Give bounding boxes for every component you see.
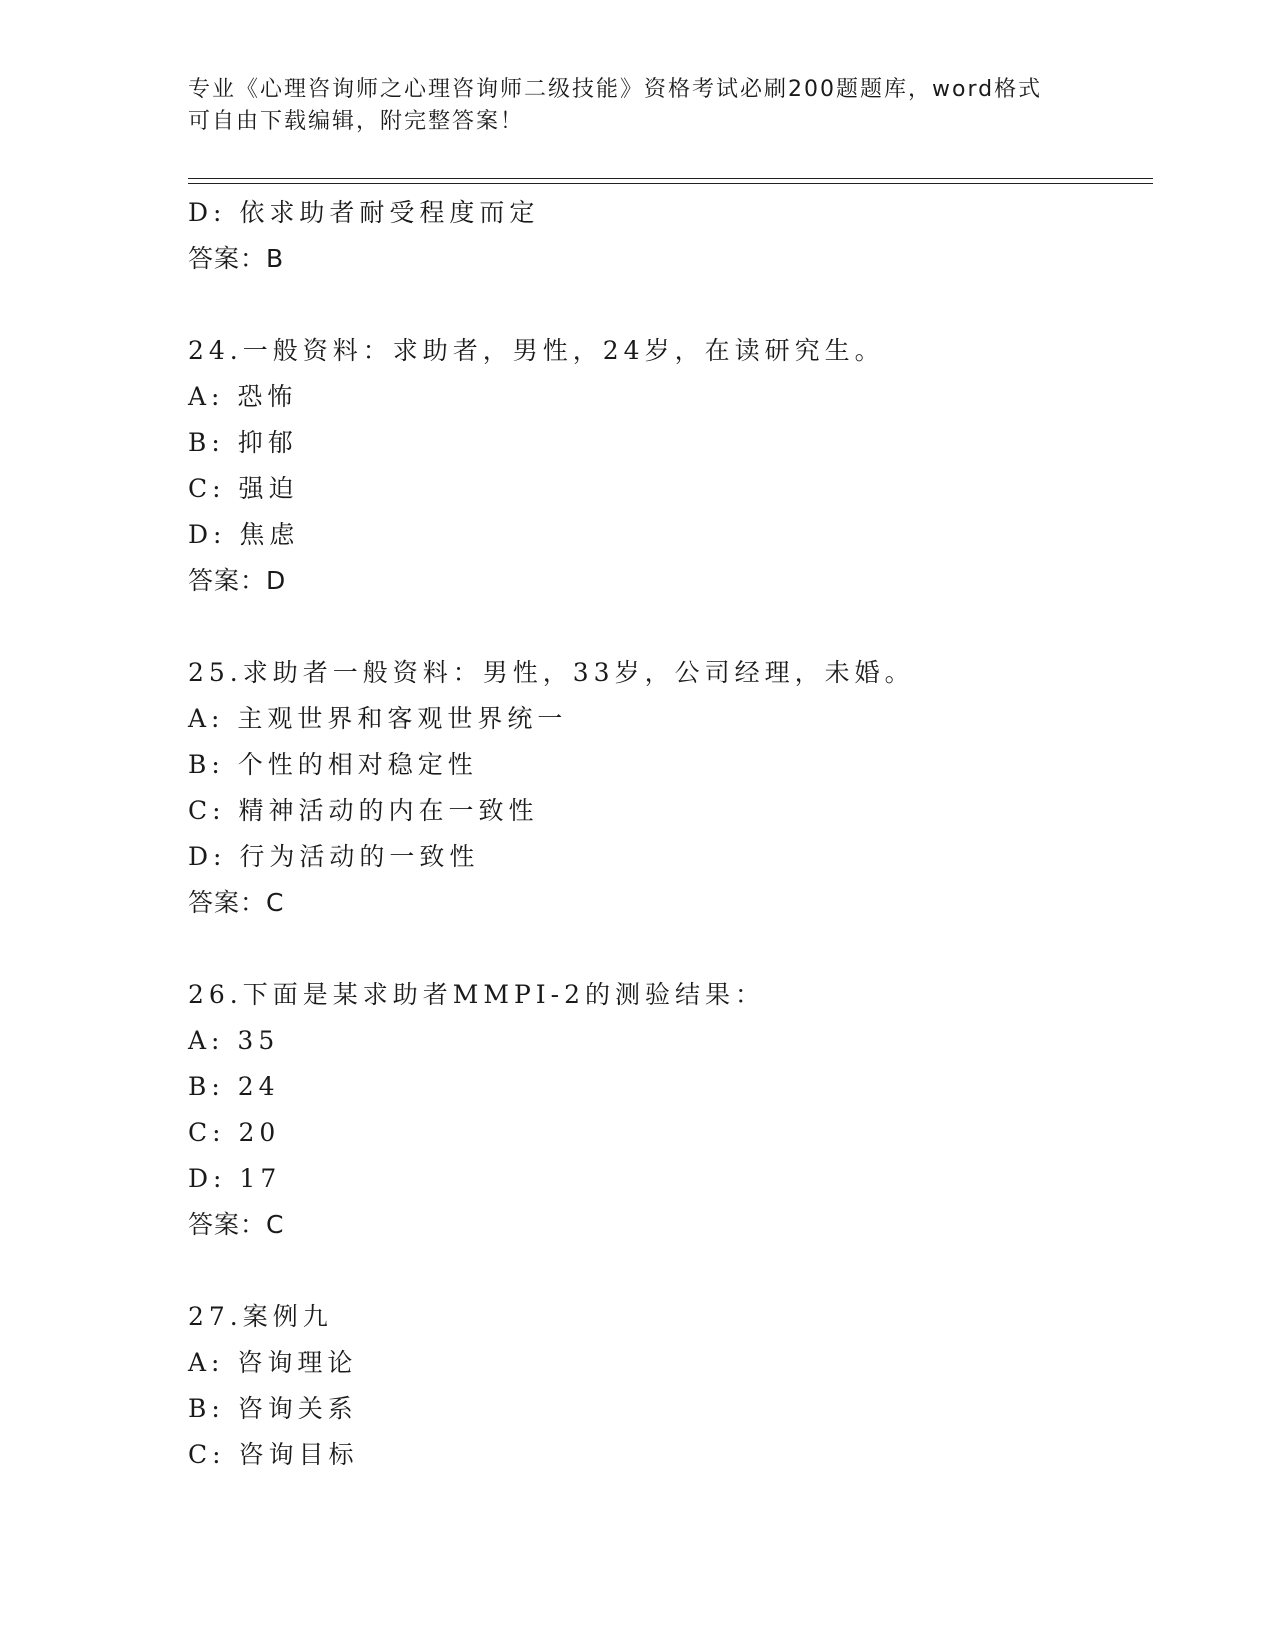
- option-b: B: 抑郁: [188, 428, 298, 457]
- spacer: [188, 604, 1148, 650]
- option-c: C: 咨询目标: [188, 1440, 359, 1469]
- spacer: [188, 926, 1148, 972]
- answer-line: 答案：C: [188, 1210, 285, 1239]
- question-stem: 25.求助者一般资料：男性，33岁，公司经理，未婚。: [188, 658, 915, 687]
- option-c: C: 强迫: [188, 474, 299, 503]
- question-list: [188, 190, 1148, 1478]
- header-divider-top: [188, 178, 1153, 179]
- option-d: D: 行为活动的一致性: [188, 842, 480, 871]
- question-stem: 27.案例九: [188, 1302, 333, 1331]
- option-b: B: 24: [188, 1072, 280, 1101]
- answer-line: 答案：C: [188, 888, 285, 917]
- option-c: C: 20: [188, 1118, 281, 1147]
- header-divider-bottom: [188, 183, 1153, 184]
- option-d: D: 焦虑: [188, 520, 300, 549]
- spacer: [188, 1248, 1148, 1294]
- answer-line: 答案：D: [188, 566, 287, 595]
- option-a: A: 35: [188, 1026, 280, 1055]
- option-b: B: 个性的相对稳定性: [188, 750, 478, 779]
- option-d: D: 17: [188, 1164, 282, 1193]
- spacer: [188, 282, 1148, 328]
- option-a: A: 咨询理论: [188, 1348, 358, 1377]
- question-stem: 24.一般资料：求助者，男性，24岁，在读研究生。: [188, 336, 885, 365]
- question-stem: 26.下面是某求助者MMPI-2的测验结果：: [188, 980, 766, 1009]
- answer-line: 答案：B: [188, 244, 285, 273]
- option-c: C: 精神活动的内在一致性: [188, 796, 539, 825]
- option-a: A: 主观世界和客观世界统一: [188, 704, 568, 733]
- option-b: B: 咨询关系: [188, 1394, 358, 1423]
- header-line-2: 可自由下载编辑，附完整答案！: [188, 109, 525, 134]
- option-a: A: 恐怖: [188, 382, 298, 411]
- option-d: D: 依求助者耐受程度而定: [188, 198, 540, 227]
- page-header: [188, 74, 1088, 138]
- header-line-1: 专业《心理咨询师之心理咨询师二级技能》资格考试必刷200题题库，word格式: [188, 77, 1043, 102]
